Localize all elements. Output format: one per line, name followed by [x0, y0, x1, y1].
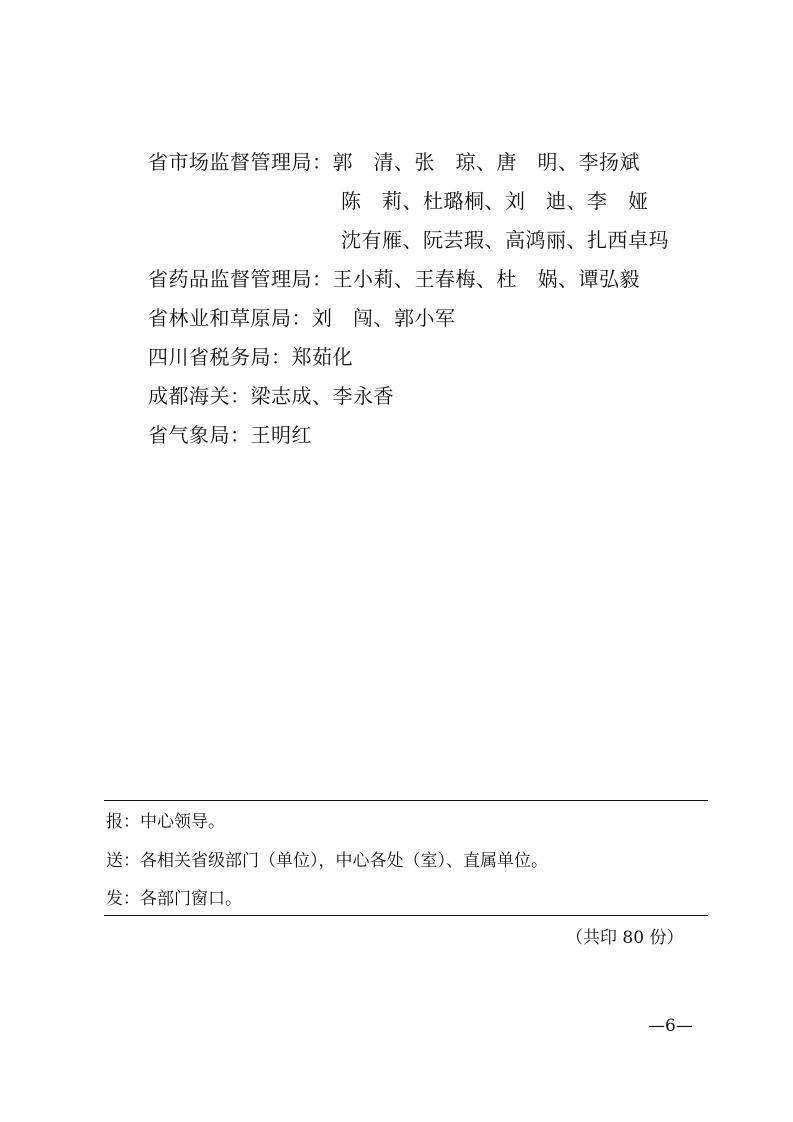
distribution-report: 报：中心领导。 — [106, 812, 225, 832]
distribution-bottom-rule — [104, 915, 708, 916]
entry-chengdu-customs: 成都海关：梁志成、李永香 — [148, 384, 394, 408]
distribution-issue: 发：各部门窗口。 — [106, 889, 242, 909]
entry-market-supervision-cont-2: 沈有雁、阮芸瑕、高鸿丽、扎西卓玛 — [341, 228, 669, 252]
entry-tax-bureau: 四川省税务局：郑茹化 — [148, 345, 353, 369]
entry-forestry-grassland: 省林业和草原局：刘 闯、郭小军 — [148, 306, 456, 330]
entry-market-supervision: 省市场监督管理局：郭 清、张 琼、唐 明、李扬斌 — [148, 150, 640, 174]
page-number: —6— — [648, 1016, 693, 1036]
print-copies: （共印 80 份） — [566, 928, 684, 948]
distribution-send: 送：各相关省级部门（单位），中心各处（室）、直属单位。 — [106, 851, 548, 871]
distribution-top-rule — [104, 800, 708, 801]
entry-market-supervision-cont-1: 陈 莉、杜璐桐、刘 迪、李 娅 — [341, 189, 649, 213]
entry-meteorological-bureau: 省气象局：王明红 — [148, 423, 312, 447]
entry-drug-administration: 省药品监督管理局：王小莉、王春梅、杜 娲、谭弘毅 — [148, 267, 640, 291]
